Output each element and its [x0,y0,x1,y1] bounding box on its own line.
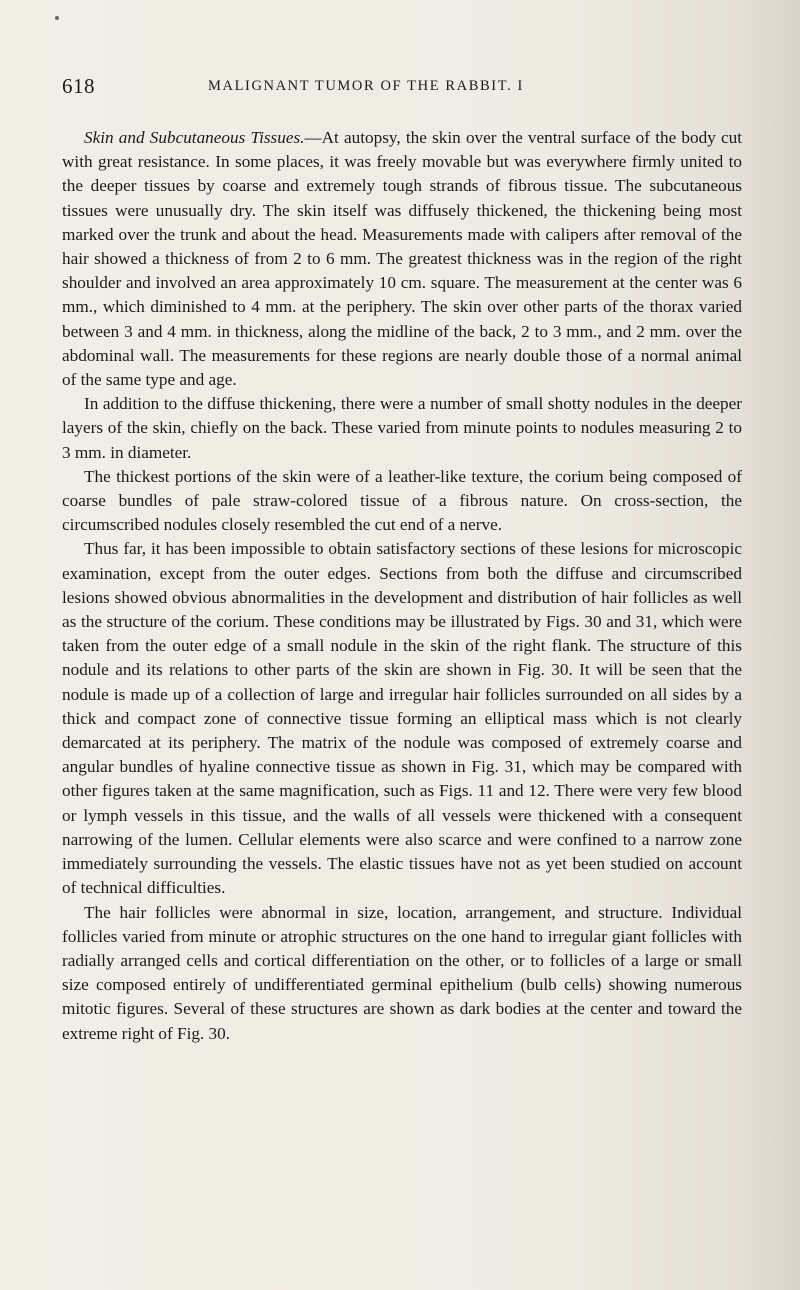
paragraph: Thus far, it has been impossible to obtain satisfactory sections of these lesions for microscopic examination, except from the outer edges. Sections from both the diffuse and circumscribed lesions showed obvious abnormalities in the development and distribution of hair follicles as well as the structure of the corium. These conditions may be illustrated by Figs. 30 and 31, which were taken from the outer edge of a small nodule in the skin of the right flank. The structure of this nodule and its relations to other parts of the skin are shown in Fig. 30. It will be seen that the nodule is made up of a collection of large and irregular hair follicles surrounded on all sides by a thick and compact zone of connective tissue forming an elliptical mass which is not clearly demarcated at its periphery. The matrix of the nodule was composed of extremely coarse and angular bundles of hyaline connective tissue as shown in Fig. 31, which may be compared with other figures taken at the same magnification, such as Figs. 11 and 12. There were very few blood or lymph vessels in this tissue, and the walls of all vessels were thickened with a consequent narrowing of the lumen. Cellular elements were also scarce and were confined to a narrow zone immediately surrounding the vessels. The elastic tissues have not as yet been studied on account of technical difficulties. [62,539,742,898]
paragraph-text: —At autopsy, the skin over the ventral surface of the body cut with great resistance. In some places, it was freely movable but was everywhere firmly united to the deeper tissues by coarse and extremely tough strands of fibrous tissue. The subcutaneous tissues were unusually dry. The skin itself was diffusely thickened, the thickening being most marked over the trunk and about the head. Measurements made with calipers after removal of the hair showed a thickness of from 2 to 6 mm. The greatest thickness was in the region of the right shoulder and involved an area approximately 10 cm. square. The measurement at the center was 6 mm., which diminished to 4 mm. at the periphery. The skin over other parts of the thorax varied between 3 and 4 mm. in thickness, along the midline of the back, 2 to 3 mm., and 2 mm. over the abdominal wall. The measurements for these regions are nearly double those of a normal animal of the same type and age. [62,128,742,390]
body-text [62,126,742,1046]
section-subhead: Skin and Subcutaneous Tissues. [84,128,305,147]
ink-speck [55,16,59,20]
paragraph-skin [62,126,742,392]
running-head: MALIGNANT TUMOR OF THE RABBIT. I [208,78,524,94]
paragraph: The thickest portions of the skin were of a leather-like texture, the corium being composed of coarse bundles of pale straw-colored tissue of a fibrous nature. On cross-section, the circumscribed nodules closely resembled the cut end of a nerve. [62,466,742,535]
page-number: 618 [62,74,95,98]
paragraph: The hair follicles were abnormal in size, location, arrangement, and structure. Individual follicles varied from minute or atrophic structures on the one hand to irregular giant follicles with radially arranged cells and cortical differentiation on the other, or to follicles of a large or small size composed entirely of undifferentiated germinal epithelium (bulb cells) showing numerous mitotic figures. Several of these structures are shown as dark bodies at the center and toward the extreme right of Fig. 30. [62,902,742,1043]
page-header [62,74,734,104]
paragraph: In addition to the diffuse thickening, there were a number of small shotty nodules in the deeper layers of the skin, chiefly on the back. These varied from minute points to nodules measuring 2 to 3 mm. in diameter. [62,394,742,462]
